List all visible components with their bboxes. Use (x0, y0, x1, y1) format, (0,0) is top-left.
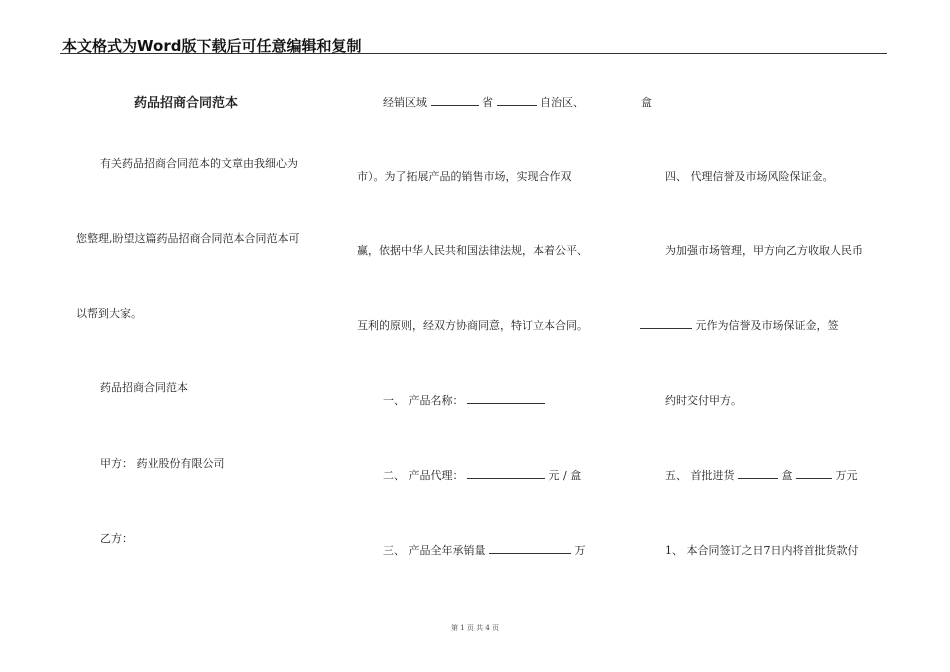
party-b-line: 乙方： (100, 532, 133, 545)
deposit-amount-blank (640, 317, 692, 329)
document-header-text: 本文格式为Word版下载后可任意编辑和复制 (62, 37, 362, 55)
paragraph-line-3: 互利的原则，经双方协商同意，特订立本合同。 (357, 319, 588, 332)
page-number-footer: 第 1 页 共 4 页 (450, 624, 500, 632)
annual-sales-blank (489, 542, 571, 554)
box-unit-label: 盒 (641, 96, 652, 109)
intro-line-3: 以帮到大家。 (76, 307, 142, 320)
first-order-amount-blank (796, 467, 832, 479)
contract-subtitle: 药品招商合同范本 (100, 381, 188, 394)
province-label: 省 (482, 96, 493, 109)
party-a-line: 甲方： 药业股份有限公司 (100, 457, 225, 470)
product-agency-blank (467, 467, 545, 479)
product-name-blank (467, 392, 545, 404)
first-order-label: 五、 首批进货 (665, 469, 735, 482)
first-order-line (665, 467, 858, 483)
product-agency-label: 二、 产品代理： (383, 469, 464, 482)
annual-sales-line (383, 542, 586, 558)
annual-sales-label: 三、 产品全年承销量 (383, 544, 486, 557)
guarantee-line-2 (640, 317, 839, 333)
price-unit-label: 元 / 盒 (548, 469, 582, 482)
paragraph-line-1: 市）。为了拓展产品的销售市场，实现合作双 (357, 170, 572, 183)
autonomous-region-label: 自治区、 (540, 96, 584, 109)
intro-line-2: 您整理,盼望这篇药品招商合同范本合同范本可 (76, 232, 300, 245)
intro-line-1: 有关药品招商合同范本的文章由我细心为 (100, 157, 298, 170)
first-order-box-unit: 盒 (781, 469, 793, 482)
first-order-amount-unit: 万元 (835, 469, 858, 482)
first-order-box-blank (738, 467, 778, 479)
product-name-line (383, 392, 545, 408)
payment-clause-line: 1、 本合同签订之日7日内将首批货款付 (665, 544, 859, 557)
guarantee-line-2-text: 元作为信誉及市场保证金，签 (695, 319, 839, 332)
header-rule (60, 53, 887, 54)
product-name-label: 一、 产品名称： (383, 394, 464, 407)
region-label: 经销区域 (383, 96, 427, 109)
annual-sales-unit: 万 (574, 544, 586, 557)
document-title: 药品招商合同范本 (134, 96, 239, 111)
guarantee-heading: 四、 代理信誉及市场风险保证金。 (665, 170, 834, 183)
region-line (383, 94, 584, 110)
guarantee-line-3: 约时交付甲方。 (665, 394, 742, 407)
guarantee-line-1: 为加强市场管理，甲方向乙方收取人民币 (665, 244, 863, 257)
product-agency-line (383, 467, 581, 483)
paragraph-line-2: 赢，依据中华人民共和国法律法规，本着公平、 (357, 244, 588, 257)
province-blank (431, 94, 479, 106)
region-blank (497, 94, 537, 106)
